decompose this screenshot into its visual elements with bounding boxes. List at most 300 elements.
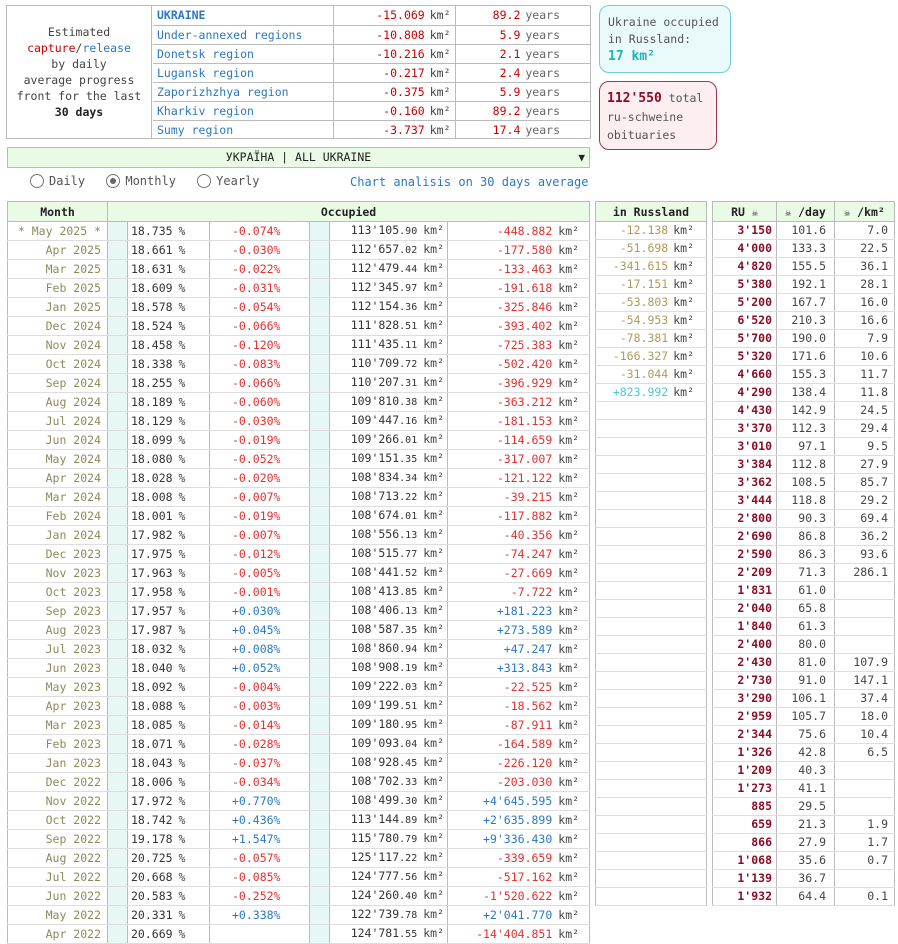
table-row <box>8 773 590 792</box>
percent-delta-unit: % <box>273 261 281 276</box>
area-delta-cell <box>448 811 590 830</box>
area-delta-value: +313.843 <box>496 660 553 675</box>
region-years <box>455 44 590 63</box>
spacer-cell <box>108 583 128 602</box>
percent-cell <box>128 431 210 450</box>
per-day-cell: 80.0 <box>777 636 835 654</box>
table-row <box>713 672 895 690</box>
area-cell <box>330 887 448 906</box>
radio-daily[interactable] <box>30 174 85 188</box>
month-cell: Jun 2024 <box>8 431 108 450</box>
region-years <box>455 6 590 25</box>
area-unit: km² <box>423 736 444 750</box>
area-decimals: .95 <box>399 720 418 731</box>
russland-value: -31.044 <box>619 367 669 381</box>
regions-table <box>153 6 590 139</box>
russland-cell <box>596 276 707 294</box>
percent-delta-unit: % <box>273 508 281 523</box>
per-day-cell: 64.4 <box>777 888 835 906</box>
area-delta-cell <box>448 621 590 640</box>
ru-losses-cell: 5'700 <box>713 330 777 348</box>
spacer-cell <box>108 887 128 906</box>
spacer-cell <box>310 830 330 849</box>
spacer-cell <box>310 735 330 754</box>
table-row <box>596 240 707 258</box>
table-row <box>8 336 590 355</box>
table-row <box>713 816 895 834</box>
radio-yearly[interactable] <box>197 174 259 188</box>
area-delta-value: +2'635.899 <box>483 812 553 827</box>
area-decimals: .03 <box>399 682 418 693</box>
spacer-cell <box>108 488 128 507</box>
area-delta-unit: km² <box>558 394 580 409</box>
region-row[interactable] <box>153 44 590 63</box>
month-cell: Sep 2022 <box>8 830 108 849</box>
spacer-cell <box>310 773 330 792</box>
area-cell <box>330 716 448 735</box>
month-cell: Sep 2024 <box>8 374 108 393</box>
area-value: 124'781 <box>350 926 400 940</box>
month-cell: Aug 2024 <box>8 393 108 412</box>
area-value: 112'479 <box>350 261 400 275</box>
radio-circle-icon[interactable] <box>197 174 211 188</box>
estimate-line1: Estimated <box>47 25 111 39</box>
percent-delta-unit: % <box>273 356 281 371</box>
per-day-cell: 106.1 <box>777 690 835 708</box>
area-delta-cell <box>448 678 590 697</box>
ru-losses-cell: 5'200 <box>713 294 777 312</box>
slash: / <box>75 41 83 55</box>
percent-delta-value: -0.054 <box>232 299 274 314</box>
russland-value: -12.138 <box>619 223 669 237</box>
russland-cell <box>596 402 707 420</box>
region-years-value: 89.2 <box>492 103 521 118</box>
percent-delta-cell <box>210 507 310 526</box>
russland-cell <box>596 798 707 816</box>
percent-unit: % <box>178 451 186 466</box>
per-km-cell: 107.9 <box>835 654 895 672</box>
area-delta-cell <box>448 374 590 393</box>
area-delta-unit: km² <box>558 679 580 694</box>
table-row <box>713 474 895 492</box>
per-km-cell: 0.1 <box>835 888 895 906</box>
area-value: 108'674 <box>350 508 400 522</box>
month-cell: Feb 2023 <box>8 735 108 754</box>
russland-cell <box>596 582 707 600</box>
russland-cell <box>596 654 707 672</box>
spacer-cell <box>108 868 128 887</box>
per-day-cell: 112.8 <box>777 456 835 474</box>
area-delta-value: -117.882 <box>496 508 553 523</box>
percent-value: 18.043 <box>131 755 173 770</box>
percent-delta-cell <box>210 716 310 735</box>
area-cell <box>330 279 448 298</box>
percent-value: 17.958 <box>131 584 173 599</box>
month-cell: Feb 2025 <box>8 279 108 298</box>
percent-delta-cell <box>210 336 310 355</box>
ru-losses-cell: 4'820 <box>713 258 777 276</box>
month-cell: Dec 2023 <box>8 545 108 564</box>
spacer-cell <box>310 849 330 868</box>
region-name[interactable]: Zaporizhzhya region <box>153 82 333 101</box>
percent-cell <box>128 469 210 488</box>
area-delta-value: -14'404.851 <box>476 926 553 941</box>
month-cell: Oct 2024 <box>8 355 108 374</box>
area-cell <box>330 298 448 317</box>
month-cell: Jul 2023 <box>8 640 108 659</box>
spacer-cell <box>108 640 128 659</box>
area-decimals: .16 <box>399 416 418 427</box>
percent-unit: % <box>178 888 186 903</box>
percent-unit: % <box>178 470 186 485</box>
spacer-cell <box>108 222 128 241</box>
percent-delta-unit: % <box>273 774 281 789</box>
percent-cell <box>128 621 210 640</box>
table-row <box>8 355 590 374</box>
spacer-cell <box>108 393 128 412</box>
percent-unit: % <box>178 508 186 523</box>
area-decimals: .11 <box>399 340 418 351</box>
monthly-occupied-table <box>7 201 590 944</box>
russland-cell <box>596 600 707 618</box>
month-cell: Apr 2022 <box>8 925 108 944</box>
area-cell <box>330 412 448 431</box>
region-area-value: -10.808 <box>376 27 425 42</box>
region-name[interactable]: Under-annexed regions <box>153 25 333 44</box>
area-delta-cell <box>448 260 590 279</box>
ru-losses-cell: 2'209 <box>713 564 777 582</box>
spacer-cell <box>310 374 330 393</box>
russland-value: -341.615 <box>612 259 669 273</box>
release-label: release <box>82 41 131 55</box>
area-value: 112'657 <box>350 242 400 256</box>
percent-delta-cell <box>210 887 310 906</box>
radio-circle-icon[interactable] <box>30 174 44 188</box>
table-row <box>596 348 707 366</box>
percent-delta-unit: % <box>273 793 281 808</box>
spacer-cell <box>108 754 128 773</box>
per-km-cell: 0.7 <box>835 852 895 870</box>
percent-delta-value: -0.005 <box>232 565 274 580</box>
region-row[interactable] <box>153 101 590 120</box>
percent-cell <box>128 298 210 317</box>
percent-delta-cell <box>210 260 310 279</box>
area-delta-value: +9'336.430 <box>483 831 553 846</box>
per-km-cell <box>835 798 895 816</box>
area-unit: km² <box>423 280 444 294</box>
month-cell: Aug 2023 <box>8 621 108 640</box>
russland-unit: km² <box>673 295 694 309</box>
russland-cell <box>596 564 707 582</box>
month-cell: May 2022 <box>8 906 108 925</box>
area-delta-value: -448.882 <box>496 223 553 238</box>
area-delta-cell <box>448 887 590 906</box>
per-day-cell: 155.5 <box>777 258 835 276</box>
obituaries-box <box>599 81 717 150</box>
region-years-value: 17.4 <box>492 122 521 137</box>
region-name[interactable]: UKRAINE <box>153 6 333 25</box>
ru-losses-cell: 3'444 <box>713 492 777 510</box>
percent-delta-unit: % <box>273 394 281 409</box>
russland-cell <box>596 834 707 852</box>
table-row <box>8 735 590 754</box>
per-day-cell: 167.7 <box>777 294 835 312</box>
area-delta-unit: km² <box>558 603 580 618</box>
percent-value: 18.071 <box>131 736 173 751</box>
percent-value: 18.085 <box>131 717 173 732</box>
ru-losses-cell: 4'660 <box>713 366 777 384</box>
area-delta-cell <box>448 469 590 488</box>
percent-value: 20.583 <box>131 888 173 903</box>
percent-unit: % <box>178 736 186 751</box>
area-unit: km² <box>423 261 444 275</box>
per-km-cell: 7.0 <box>835 222 895 240</box>
region-name[interactable]: Kharkiv region <box>153 101 333 120</box>
table-row <box>8 412 590 431</box>
region-select[interactable] <box>7 147 590 168</box>
percent-value: 18.129 <box>131 413 173 428</box>
region-area-unit: km² <box>429 103 451 118</box>
percent-delta-value: -0.007 <box>232 527 274 542</box>
area-decimals: .30 <box>399 796 418 807</box>
area-decimals: .40 <box>399 891 418 902</box>
table-row <box>596 384 707 402</box>
per-km-cell: 18.0 <box>835 708 895 726</box>
percent-delta-unit: % <box>273 850 281 865</box>
percent-cell <box>128 374 210 393</box>
region-years <box>455 120 590 139</box>
percent-delta-unit: % <box>273 223 281 238</box>
russland-cell <box>596 492 707 510</box>
area-delta-unit: km² <box>558 223 580 238</box>
area-delta-cell <box>448 564 590 583</box>
radio-daily-label: Daily <box>49 174 86 188</box>
russland-unit: km² <box>673 367 694 381</box>
russland-cell <box>596 708 707 726</box>
percent-delta-cell <box>210 754 310 773</box>
per-day-cell: 81.0 <box>777 654 835 672</box>
area-delta-value: -27.669 <box>503 565 553 580</box>
ru-losses-cell: 3'150 <box>713 222 777 240</box>
percent-cell <box>128 887 210 906</box>
area-unit: km² <box>423 812 444 826</box>
region-row[interactable] <box>153 82 590 101</box>
month-cell: Jul 2024 <box>8 412 108 431</box>
percent-unit: % <box>178 812 186 827</box>
month-cell: Apr 2023 <box>8 697 108 716</box>
area-delta-value: -502.420 <box>496 356 553 371</box>
russland-unit: km² <box>673 223 694 237</box>
percent-cell <box>128 811 210 830</box>
table-row <box>596 258 707 276</box>
per-km-cell: 11.7 <box>835 366 895 384</box>
per-day-cell: 105.7 <box>777 708 835 726</box>
russland-cell <box>596 888 707 906</box>
region-row[interactable] <box>153 25 590 44</box>
per-day-cell: 142.9 <box>777 402 835 420</box>
percent-cell <box>128 678 210 697</box>
russland-unit: km² <box>673 349 694 363</box>
per-day-cell: 41.1 <box>777 780 835 798</box>
area-decimals: .90 <box>399 226 418 237</box>
area-cell <box>330 431 448 450</box>
capture-label: capture <box>27 41 76 55</box>
russland-cell <box>596 852 707 870</box>
table-row <box>596 726 707 744</box>
area-value: 115'780 <box>350 831 400 845</box>
area-unit: km² <box>423 337 444 351</box>
percent-unit: % <box>178 717 186 732</box>
percent-delta-cell <box>210 735 310 754</box>
per-day-cell: 61.3 <box>777 618 835 636</box>
spacer-cell <box>108 298 128 317</box>
region-area-unit: km² <box>429 122 451 137</box>
table-row <box>596 222 707 240</box>
region-area-unit: km² <box>429 27 451 42</box>
month-cell: Sep 2023 <box>8 602 108 621</box>
area-delta-unit: km² <box>558 527 580 542</box>
percent-value: 18.088 <box>131 698 173 713</box>
per-day-cell: 61.0 <box>777 582 835 600</box>
percent-cell <box>128 222 210 241</box>
table-row <box>713 384 895 402</box>
region-area <box>333 82 455 101</box>
radio-monthly[interactable] <box>106 174 176 188</box>
percent-delta-unit: % <box>273 413 281 428</box>
region-years-unit: years <box>525 103 560 118</box>
area-decimals: .55 <box>399 929 418 940</box>
russland-cell <box>596 636 707 654</box>
ru-losses-cell: 1'209 <box>713 762 777 780</box>
table-row <box>596 492 707 510</box>
radio-circle-icon[interactable] <box>106 174 120 188</box>
occupied-line2: in Russland: <box>608 32 692 46</box>
area-unit: km² <box>423 774 444 788</box>
table-row <box>596 618 707 636</box>
russland-cell <box>596 420 707 438</box>
table-row <box>596 852 707 870</box>
russland-unit: km² <box>673 259 694 273</box>
area-delta-unit: km² <box>558 508 580 523</box>
table-row <box>8 849 590 868</box>
chart-analysis-link[interactable]: Chart analisis on 30 days average <box>350 175 589 189</box>
region-row[interactable] <box>153 120 590 139</box>
area-cell <box>330 583 448 602</box>
percent-cell <box>128 450 210 469</box>
month-cell: Nov 2023 <box>8 564 108 583</box>
spacer-cell <box>310 925 330 944</box>
percent-value: 20.668 <box>131 869 173 884</box>
area-value: 124'260 <box>350 888 400 902</box>
spacer-cell <box>310 906 330 925</box>
table-row <box>596 366 707 384</box>
area-cell <box>330 545 448 564</box>
area-delta-unit: km² <box>558 850 580 865</box>
table-row <box>713 888 895 906</box>
percent-delta-unit: % <box>273 622 281 637</box>
russland-cell <box>596 348 707 366</box>
spacer-cell <box>108 621 128 640</box>
table-row <box>8 811 590 830</box>
percent-delta-cell <box>210 317 310 336</box>
area-delta-unit: km² <box>558 717 580 732</box>
spacer-cell <box>108 469 128 488</box>
spacer-cell <box>108 241 128 260</box>
region-name[interactable]: Donetsk region <box>153 44 333 63</box>
area-unit: km² <box>423 223 444 237</box>
per-day-cell: 192.1 <box>777 276 835 294</box>
percent-unit: % <box>178 622 186 637</box>
spacer-cell <box>310 241 330 260</box>
table-row <box>8 431 590 450</box>
per-day-cell: 101.6 <box>777 222 835 240</box>
percent-unit: % <box>178 242 186 257</box>
area-unit: km² <box>423 603 444 617</box>
russland-cell <box>596 330 707 348</box>
table-row <box>596 420 707 438</box>
region-name[interactable]: Sumy region <box>153 120 333 139</box>
area-cell <box>330 925 448 944</box>
region-years-value: 5.9 <box>499 27 521 42</box>
area-value: 109'447 <box>350 413 400 427</box>
area-unit: km² <box>423 299 444 313</box>
per-km-cell: 6.5 <box>835 744 895 762</box>
percent-cell <box>128 773 210 792</box>
region-name[interactable]: Lugansk region <box>153 63 333 82</box>
ru-losses-cell: 1'273 <box>713 780 777 798</box>
region-area-unit: km² <box>429 8 451 23</box>
area-decimals: .72 <box>399 359 418 370</box>
table-row <box>713 708 895 726</box>
region-area <box>333 120 455 139</box>
area-delta-cell <box>448 640 590 659</box>
spacer-cell <box>108 659 128 678</box>
ru-losses-table <box>712 201 895 906</box>
russland-cell <box>596 366 707 384</box>
area-delta-unit: km² <box>558 812 580 827</box>
region-area-value: -0.160 <box>383 103 425 118</box>
ru-losses-cell: 3'384 <box>713 456 777 474</box>
area-delta-unit: km² <box>558 736 580 751</box>
area-delta-cell <box>448 241 590 260</box>
region-years-unit: years <box>525 8 560 23</box>
percent-delta-value: -0.019 <box>232 508 274 523</box>
region-row[interactable] <box>153 6 590 25</box>
area-value: 109'151 <box>350 451 400 465</box>
month-cell: Jan 2025 <box>8 298 108 317</box>
occupied-value: 17 km² <box>608 49 655 64</box>
percent-delta-cell <box>210 640 310 659</box>
table-row <box>713 258 895 276</box>
percent-delta-cell <box>210 374 310 393</box>
area-delta-value: -133.463 <box>496 261 553 276</box>
area-delta-unit: km² <box>558 356 580 371</box>
area-unit: km² <box>423 489 444 503</box>
region-years-unit: years <box>525 122 560 137</box>
month-cell: Oct 2022 <box>8 811 108 830</box>
area-delta-unit: km² <box>558 318 580 333</box>
percent-delta-value: -0.066 <box>232 375 274 390</box>
table-row <box>713 636 895 654</box>
percent-delta-value: +0.770 <box>232 793 274 808</box>
table-row <box>713 564 895 582</box>
spacer-cell <box>310 640 330 659</box>
month-cell: Nov 2024 <box>8 336 108 355</box>
area-delta-value: -22.525 <box>503 679 553 694</box>
region-row[interactable] <box>153 63 590 82</box>
header-month: Month <box>8 202 108 222</box>
percent-cell <box>128 412 210 431</box>
